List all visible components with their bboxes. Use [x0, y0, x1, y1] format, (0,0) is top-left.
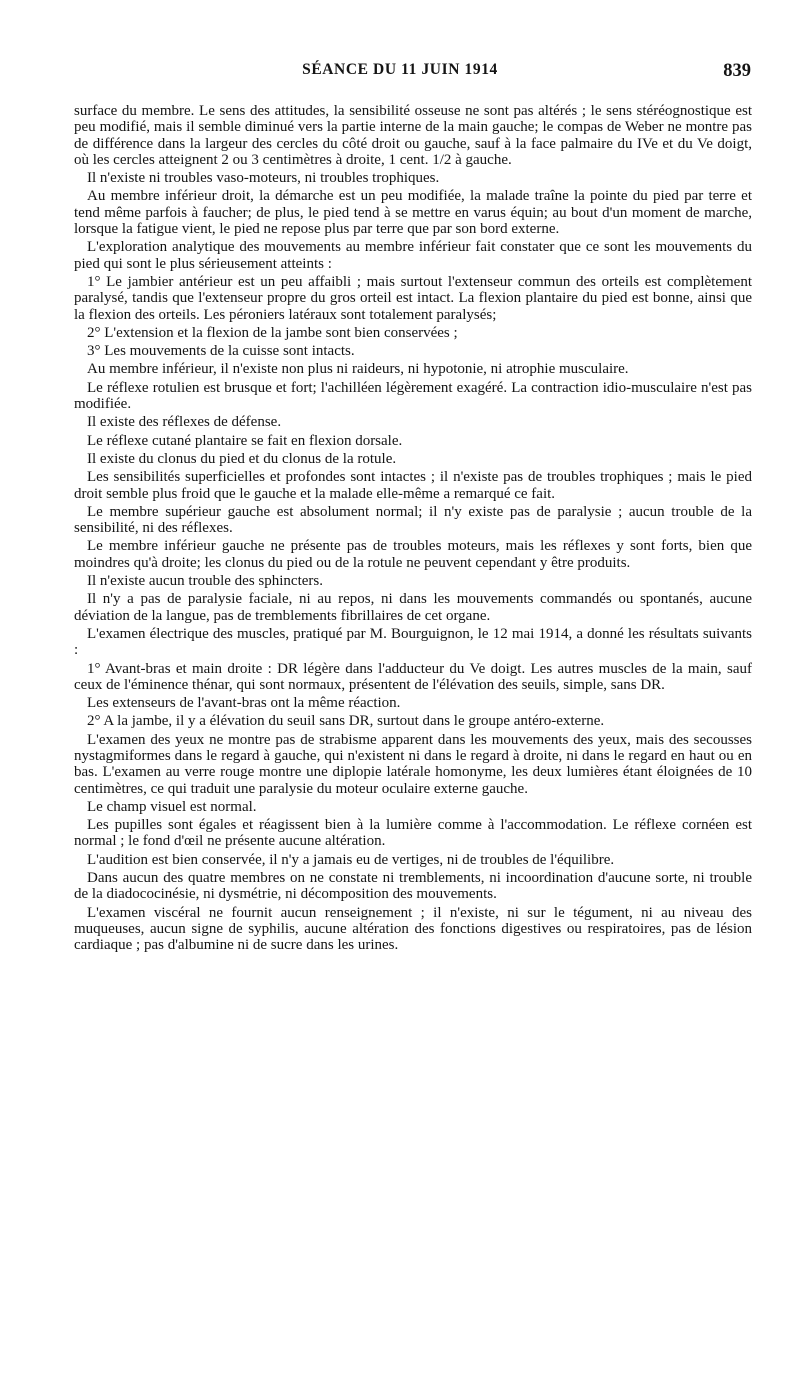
paragraph: Il n'existe aucun trouble des sphincters. — [87, 573, 323, 590]
paragraph: 3° Les mouvements de la cuisse sont intacts. — [87, 343, 355, 360]
page-number: 839 — [723, 61, 751, 81]
paragraph: L'examen des yeux ne montre pas de strabisme apparent dans les mouvements des yeux, mais des secousses nystagmiformes dans le regard à gauche, qui n'existent ni dans le regard à droite, ni dans le regard en haut ou en bas. L'examen au verre rouge montre une diplopie latérale homonyme, les deux lumières étant éloignées de 10 centimètres, ce qui traduit une paralysie du moteur oculaire externe gauche. — [74, 731, 752, 797]
paragraph: Le réflexe rotulien est brusque et fort; l'achilléen légèrement exagéré. La contraction idio-musculaire n'est pas modifiée. — [74, 379, 752, 413]
page-header — [0, 61, 800, 85]
paragraph: Les pupilles sont égales et réagissent bien à la lumière comme à l'accommodation. Le réflexe cornéen est normal ; le fond d'œil ne présente aucune altération. — [74, 817, 752, 850]
paragraph: Il n'y a pas de paralysie faciale, ni au repos, ni dans les mouvements commandés ou spontanés, aucune déviation de la langue, pas de tremblements fibrillaires de cet organe. — [74, 591, 752, 624]
paragraph: 2° L'extension et la flexion de la jambe sont bien conservées ; — [87, 324, 458, 341]
paragraph: Le membre supérieur gauche est absolument normal; il n'y existe pas de paralysie ; aucun trouble de la sensibilité, ni des réflexes. — [74, 503, 752, 537]
paragraph: L'audition est bien conservée, il n'y a jamais eu de vertiges, ni de troubles de l'équilibre. — [87, 851, 615, 868]
paragraph: Au membre inférieur droit, la démarche est un peu modifiée, la malade traîne la pointe du pied par terre et tend même parfois à faucher; de plus, le pied tend à se mettre en varus équin; au bout d'un moment de marche, lorsque la fatigue vient, le pied ne repose plus par terre que par son bord externe. — [74, 188, 752, 238]
paragraph: 2° A la jambe, il y a élévation du seuil sans DR, surtout dans le groupe antéro-externe. — [87, 713, 605, 730]
paragraph: Il existe du clonus du pied et du clonus de la rotule. — [87, 450, 397, 467]
running-title: SÉANCE DU 11 JUIN 1914 — [302, 61, 498, 78]
paragraph: Dans aucun des quatre membres on ne constate ni tremblements, ni incoordination d'aucune sorte, ni trouble de la diadococinésie, ni dysmétrie, ni décomposition des mouvements. — [74, 870, 752, 903]
paragraph: 1° Le jambier antérieur est un peu affaibli ; mais surtout l'extenseur commun des orteils est complètement paralysé, tandis que l'extenseur propre du gros orteil est intact. La flexion plantaire du pied est bonne, ainsi que la flexion des orteils. Les péroniers latéraux sont totalement paralysés; — [74, 273, 752, 323]
paragraph: surface du membre. Le sens des attitudes, la sensibilité osseuse ne sont pas altérés ; le sens stéréognostique est peu modifié, mais il semble diminué vers la partie interne de la main gauche; le compas de Weber ne montre pas de différence dans la largeur des cercles du côté droit ou gauche, sauf à la face palmaire du IVe et du Ve doigt, où les cercles atteignent 2 ou 3 centimètres à droite, 1 cent. 1/2 à gauche. — [74, 103, 752, 168]
paragraph: Les extenseurs de l'avant-bras ont la même réaction. — [87, 695, 401, 712]
paragraph: Il n'existe ni troubles vaso-moteurs, ni troubles trophiques. — [87, 170, 440, 187]
paragraph: Au membre inférieur, il n'existe non plus ni raideurs, ni hypotonie, ni atrophie musculaire. — [87, 361, 629, 378]
paragraph: Le réflexe cutané plantaire se fait en flexion dorsale. — [87, 432, 403, 449]
paragraph: Les sensibilités superficielles et profondes sont intactes ; il n'existe pas de troubles trophiques ; mais le pied droit semble plus froid que le gauche et la malade elle-même a remarqué ce fait. — [74, 469, 752, 502]
paragraph: L'exploration analytique des mouvements au membre inférieur fait constater que ce sont les mouvements du pied qui sont le plus sérieusement atteints : — [74, 239, 752, 272]
paragraph: Il existe des réflexes de défense. — [87, 414, 282, 431]
paragraph: 1° Avant-bras et main droite : DR légère dans l'adducteur du Ve doigt. Les autres muscles de la main, sauf ceux de l'éminence thénar, qui sont normaux, présentent de l'élévation des seuils, simple, sans DR. — [74, 660, 752, 693]
paragraph: Le membre inférieur gauche ne présente pas de troubles moteurs, mais les réflexes y sont forts, bien que moindres qu'à droite; les clonus du pied ou de la rotule ne peuvent cependant y être produits. — [74, 538, 752, 571]
paragraph: L'examen électrique des muscles, pratiqué par M. Bourguignon, le 12 mai 1914, a donné les résultats suivants : — [74, 625, 752, 659]
paragraph: Le champ visuel est normal. — [87, 798, 257, 815]
paragraph: L'examen viscéral ne fournit aucun renseignement ; il n'existe, ni sur le tégument, ni au niveau des muqueuses, aucun signe de syphilis, aucune altération des fonctions digestives ou respiratoires, pas de lésion cardiaque ; pas d'albumine ni de sucre dans les urines. — [74, 904, 752, 954]
body-text — [74, 103, 752, 956]
